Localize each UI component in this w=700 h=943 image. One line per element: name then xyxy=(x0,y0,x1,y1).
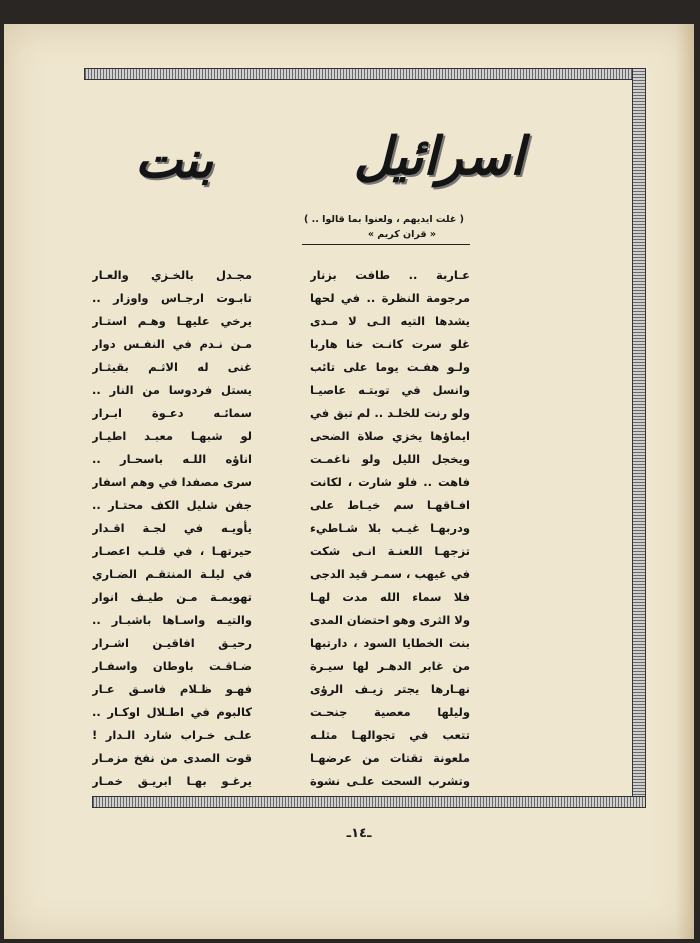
verse-line: وانسل في توبتـه عاصيـا xyxy=(310,383,470,397)
epigraph xyxy=(304,212,464,242)
verse-line: ملعونة تقتات من عرضهـا xyxy=(310,751,470,765)
verse-line: وليلها معصية جنحـت xyxy=(310,705,470,719)
verse-line: فاهت .. فلو شارت ، لكانت xyxy=(310,475,470,489)
verse-line: ويخجل الليل ولو ناغمـت xyxy=(310,452,470,466)
decorative-border-top xyxy=(84,68,646,80)
verse-line: تهويمـة مـن طيـف انوار xyxy=(92,590,252,604)
verse-line: فهـو ظـلام فاسـق عـار xyxy=(92,682,252,696)
verse-line: مجـدل بالخـزي والعـار xyxy=(92,268,252,282)
verse-line: تابـوت ارجـاس واوزار .. xyxy=(92,291,252,305)
verse-line: مـن نـدم في النفـس دوار xyxy=(92,337,252,351)
verse-line: سمائـه دعـوة ابـرار xyxy=(92,406,252,420)
verse-line: رحيـق افاقيـن اشـرار xyxy=(92,636,252,650)
verse-line: وتشرب السحت علـى نشوة xyxy=(310,774,470,788)
verse-line: يرخي عليهـا وهـم استـار xyxy=(92,314,252,328)
verse-line: تزجهـا اللعنـة انـى شكت xyxy=(310,544,470,558)
title-daughter: بنت xyxy=(134,130,214,189)
poem-column-right xyxy=(310,264,470,793)
decorative-border-right xyxy=(632,68,646,802)
verse-line: جفن شليل الكف محتـار .. xyxy=(92,498,252,512)
verse-line: حيرتهـا ، في قلـب اعصـار xyxy=(92,544,252,558)
poem-column-left xyxy=(92,264,252,793)
verse-line: قوت الصدى من نفخ مزمـار xyxy=(92,751,252,765)
verse-line: نهـارها يجتر زيـف الرؤى xyxy=(310,682,470,696)
verse-line: يأويـه في لجـة اقـدار xyxy=(92,521,252,535)
page-number: ـ١٤ـ xyxy=(346,826,372,841)
verse-line: سرى مصفدا في وهم اسفار xyxy=(92,475,252,489)
verse-line: افـاقهـا سم خيـاط على xyxy=(310,498,470,512)
verse-line: علـى خـراب شارد الـدار ! xyxy=(92,728,252,742)
verse-line: يستل فردوسا من النار .. xyxy=(92,383,252,397)
epigraph-source: « قران كريم » xyxy=(367,229,436,240)
verse-line: غنى له الاثـم بقيثـار xyxy=(92,360,252,374)
verse-line: مرجومة النظرة .. في لحها xyxy=(310,291,470,305)
verse-line: تتعب في تجوالهـا مثلـه xyxy=(310,728,470,742)
verse-line: غلو سرت كانـت خنا هاربا xyxy=(310,337,470,351)
verse-line: بنت الخطايا السود ، دارتبها xyxy=(310,636,470,650)
magazine-page xyxy=(4,24,694,939)
epigraph-rule xyxy=(302,244,470,245)
verse-line: ولو رنت للخلـد .. لم تبق في xyxy=(310,406,470,420)
verse-line: في ليلـة المنتقـم الضـاري xyxy=(92,567,252,581)
verse-line: فلا سماء الله مدت لهـا xyxy=(310,590,470,604)
verse-line: ايماؤها يخزي صلاة الضحى xyxy=(310,429,470,443)
title-israel: اسرائيل xyxy=(353,126,525,187)
verse-line: اناؤه اللـه باسحـار .. xyxy=(92,452,252,466)
decorative-border-bottom xyxy=(92,796,646,808)
verse-line: ودربهـا غيـب بلا شـاطيء xyxy=(310,521,470,535)
verse-line: كالبوم في اطـلال اوكـار .. xyxy=(92,705,252,719)
verse-line: ولـو هفـت يوما على تائب xyxy=(310,360,470,374)
epigraph-quote: ( غلت ايديهم ، ولعنوا بما قالوا .. ) xyxy=(304,214,464,225)
verse-line: لو شبهـا معبـد اطيـار xyxy=(92,429,252,443)
verse-line: عـاربة .. طافت بزنار xyxy=(310,268,470,282)
verse-line: ضـاقـت باوطان واسفـار xyxy=(92,659,252,673)
verse-line: من غابر الدهـر لها سيـرة xyxy=(310,659,470,673)
verse-line: في غيهب ، سمـر قيد الدجى xyxy=(310,567,470,581)
verse-line: والتيـه واسـاها باشبـار .. xyxy=(92,613,252,627)
verse-line: يشدها التيه الـى لا مـدى xyxy=(310,314,470,328)
verse-line: يرغـو بهـا ابريـق خمـار xyxy=(92,774,252,788)
verse-line: ولا الثرى وهو احتضان المدى xyxy=(310,613,470,627)
